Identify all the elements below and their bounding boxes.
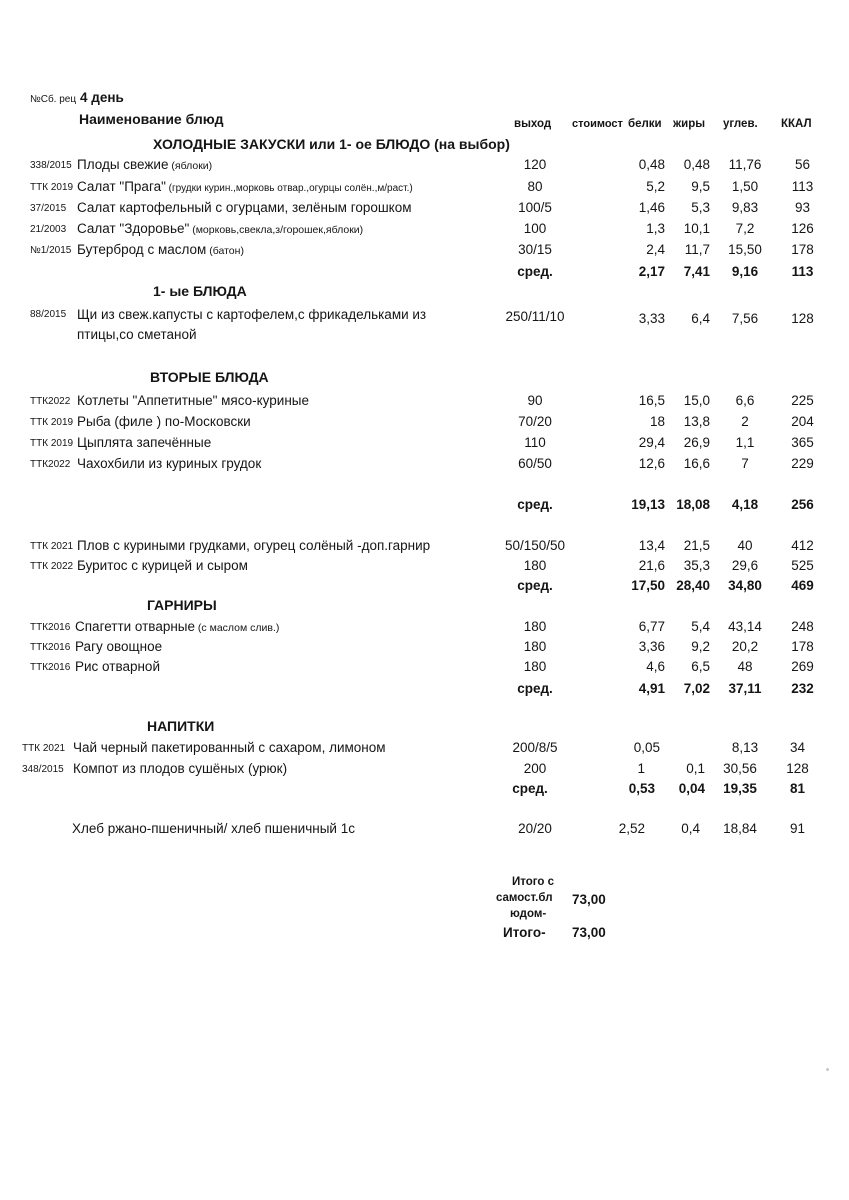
cell-out: 100: [523, 221, 547, 236]
recipe-code: ТТК 2021: [22, 743, 66, 754]
name-column-header: Наименование блюд: [79, 111, 224, 127]
cell-carb: 30,56: [723, 761, 757, 776]
cell-out: 50/150/50: [504, 538, 566, 553]
dish-note: (яблоки): [168, 160, 213, 172]
cell-protein: 13,4: [638, 538, 665, 553]
avg-carb: 9,16: [731, 264, 759, 279]
recipe-code: 21/2003: [30, 224, 67, 235]
section-title-first: 1- ые БЛЮДА: [153, 283, 247, 299]
cell-protein: 6,77: [638, 619, 665, 634]
total-label-line1: Итого с: [512, 876, 555, 888]
recipe-code: №1/2015: [30, 245, 72, 256]
cell-kcal: 178: [791, 639, 814, 654]
cell-fat: 9,5: [691, 179, 710, 194]
cell-protein: 1,46: [638, 200, 665, 215]
table-row: [0, 201, 849, 221]
avg-fat: 7,41: [683, 264, 710, 279]
cell-kcal: 34: [789, 740, 806, 755]
avg-kcal: 81: [789, 781, 806, 796]
dish-name: Рагу овощное: [75, 639, 163, 654]
cell-protein: 1,3: [646, 221, 665, 236]
table-row: [0, 620, 849, 640]
col-header-carb: углев.: [723, 118, 758, 130]
average-row: [0, 579, 849, 599]
grand-total-label: Итого-: [503, 925, 546, 940]
cell-carb: 1,50: [731, 179, 759, 194]
recipe-code: 37/2015: [30, 203, 67, 214]
cell-protein: 2,4: [646, 242, 665, 257]
recipe-code: ТТК2022: [30, 396, 71, 407]
dish-note: (с маслом слив.): [195, 622, 280, 634]
average-label: сред.: [517, 578, 553, 593]
table-row: [0, 762, 849, 782]
cell-carb: 9,83: [731, 200, 759, 215]
average-row: [0, 265, 849, 285]
avg-kcal: 469: [791, 578, 814, 593]
cell-kcal: 178: [791, 242, 814, 257]
cell-out: 30/15: [518, 242, 552, 257]
scan-speck: [826, 1068, 829, 1071]
section-title-second: ВТОРЫЕ БЛЮДА: [150, 369, 269, 385]
dish-name: Хлеб ржано-пшеничный/ хлеб пшеничный 1с: [72, 821, 355, 836]
cell-out: 80: [527, 179, 543, 194]
cell-out: 100/5: [518, 200, 552, 215]
cell-carb: 7,2: [735, 221, 755, 236]
cell-out: 180: [523, 639, 547, 654]
dish-note: (грудки курин.,морковь отвар.,огурцы солён.,м/раст.): [165, 183, 413, 194]
grand-total-value: 73,00: [572, 925, 606, 940]
cell-carb: 20,2: [731, 639, 759, 654]
cell-out: 20/20: [518, 821, 552, 836]
table-row: [0, 457, 849, 477]
cell-protein: 18: [649, 414, 665, 429]
cell-kcal: 248: [791, 619, 814, 634]
recipe-code: 88/2015: [30, 309, 67, 320]
cell-out: 180: [523, 659, 547, 674]
cell-fat: 11,7: [684, 242, 710, 257]
cell-carb: 2: [741, 414, 749, 429]
table-row: [0, 415, 849, 435]
cell-fat: 5,3: [691, 200, 710, 215]
cell-fat: 0,48: [683, 157, 710, 172]
total-value: 73,00: [572, 892, 606, 907]
recipe-code: ТТК 2022: [30, 561, 74, 572]
cell-carb: 18,84: [723, 821, 757, 836]
cell-protein: 4,6: [646, 659, 665, 674]
table-row: [0, 741, 849, 761]
col-header-cost: стоимост: [572, 118, 623, 130]
cell-protein: 3,36: [638, 639, 665, 654]
cell-carb: 8,13: [731, 740, 759, 755]
avg-protein: 2,17: [638, 264, 665, 279]
col-header-out: выход: [514, 118, 552, 130]
cell-kcal: 204: [791, 414, 814, 429]
cell-out: 120: [523, 157, 547, 172]
day-label: 4 день: [80, 90, 124, 105]
cell-protein: 0,48: [638, 157, 665, 172]
cell-out: 200/8/5: [512, 740, 558, 755]
avg-fat: 28,40: [676, 578, 710, 593]
cell-protein: 2,52: [618, 821, 645, 836]
section-title-drinks: НАПИТКИ: [147, 718, 215, 734]
cell-kcal: 128: [791, 311, 814, 326]
avg-kcal: 256: [791, 497, 814, 512]
cell-out: 110: [524, 435, 546, 450]
cell-carb: 43,14: [728, 619, 762, 634]
section-title-cold: ХОЛОДНЫЕ ЗАКУСКИ или 1- ое БЛЮДО (на выбор): [153, 136, 510, 152]
table-row: [0, 222, 849, 242]
table-row: [0, 158, 849, 178]
cell-fat: 10,1: [683, 221, 710, 236]
col-header-kcal: ККАЛ: [781, 118, 812, 130]
avg-kcal: 232: [791, 681, 814, 696]
cell-protein: 16,5: [638, 393, 665, 408]
cell-fat: 16,6: [683, 456, 710, 471]
cell-fat: 0,4: [681, 821, 700, 836]
cell-fat: 35,3: [683, 558, 710, 573]
cell-kcal: 126: [791, 221, 814, 236]
table-row: [0, 243, 849, 263]
average-row: [0, 682, 849, 702]
table-row: [0, 640, 849, 660]
table-row: [0, 559, 849, 579]
recipe-code: ТТК2016: [30, 662, 71, 673]
cell-carb: 6,6: [735, 393, 755, 408]
cell-out: 200: [523, 761, 547, 776]
avg-protein: 4,91: [638, 681, 665, 696]
dish-name: Рыба (филе ) по-Московски: [77, 414, 251, 429]
cell-protein: 29,4: [638, 435, 665, 450]
cell-carb: 7,56: [731, 311, 759, 326]
cell-fat: 21,5: [683, 538, 710, 553]
dish-name: Бутерброд с маслом (батон): [77, 242, 244, 257]
cell-out: 250/11/10: [505, 309, 565, 324]
cell-protein: 21,6: [638, 558, 665, 573]
avg-kcal: 113: [791, 264, 814, 279]
average-label: сред.: [517, 497, 553, 512]
cell-kcal: 269: [791, 659, 814, 674]
cell-protein: 5,2: [646, 179, 665, 194]
table-row: [0, 180, 849, 200]
cell-kcal: 93: [794, 200, 811, 215]
table-row: [0, 436, 849, 456]
table-row: [0, 308, 849, 348]
dish-name: Плов с куриными грудками, огурец солёный -доп.гарнир: [77, 538, 431, 553]
recipe-code: ТТК 2021: [30, 541, 74, 552]
cell-kcal: 128: [786, 761, 809, 776]
cell-out: 70/20: [518, 414, 552, 429]
average-row: [0, 782, 849, 802]
recipe-code: ТТК 2019: [30, 417, 74, 428]
cell-kcal: 113: [791, 179, 814, 194]
dish-name: Салат картофельный с огурцами, зелёным горошком: [77, 200, 412, 215]
cell-out: 180: [523, 558, 547, 573]
cell-fat: 9,2: [691, 639, 710, 654]
dish-name: Буритос с курицей и сыром: [77, 558, 248, 573]
cell-fat: 26,9: [683, 435, 710, 450]
recipe-code: 338/2015: [30, 160, 72, 171]
cell-kcal: 225: [791, 393, 814, 408]
avg-fat: 0,04: [678, 781, 705, 796]
cell-kcal: 91: [789, 821, 806, 836]
dish-name: Салат "Прага" (грудки курин.,морковь отвар.,огурцы солён.,м/раст.): [77, 179, 413, 194]
cell-fat: 5,4: [691, 619, 710, 634]
dish-name-line1: Щи из свеж.капусты с картофелем,с фрикадельками из: [77, 307, 427, 322]
cell-carb: 1,1: [735, 435, 755, 450]
cell-protein: 12,6: [638, 456, 665, 471]
cell-carb: 29,6: [731, 558, 759, 573]
average-label: сред.: [517, 681, 553, 696]
average-label: сред.: [512, 781, 548, 796]
avg-protein: 0,53: [628, 781, 655, 796]
table-row: [0, 660, 849, 680]
table-row: [0, 394, 849, 414]
cell-out: 180: [523, 619, 547, 634]
cell-kcal: 365: [791, 435, 814, 450]
dish-name: Компот из плодов сушёных (урюк): [73, 761, 288, 776]
dish-note: (морковь,свекла,з/горошек,яблоки): [189, 224, 364, 236]
cell-carb: 7: [741, 456, 749, 471]
avg-carb: 4,18: [731, 497, 759, 512]
cell-fat: 0,1: [686, 761, 705, 776]
recipe-code: ТТК2016: [30, 642, 71, 653]
dish-name: Плоды свежие (яблоки): [77, 157, 213, 172]
cell-kcal: 525: [791, 558, 814, 573]
cell-protein: 3,33: [638, 311, 665, 326]
cell-kcal: 412: [791, 538, 814, 553]
avg-carb: 37,11: [728, 681, 762, 696]
dish-name: Чахохбили из куриных грудок: [77, 456, 262, 471]
cell-carb: 11,76: [728, 157, 762, 172]
recipe-code: ТТК2016: [30, 622, 71, 633]
recipe-code: 348/2015: [22, 764, 64, 775]
avg-fat: 7,02: [683, 681, 710, 696]
dish-name: Котлеты "Аппетитные" мясо-куриные: [77, 393, 309, 408]
cell-protein: 0,05: [633, 740, 660, 755]
dish-name: Рис отварной: [75, 659, 160, 674]
average-label: сред.: [517, 264, 553, 279]
recipe-code: ТТК 2019: [30, 438, 74, 449]
avg-protein: 19,13: [631, 497, 665, 512]
dish-name: Чай черный пакетированный с сахаром, лимоном: [73, 740, 386, 755]
avg-fat: 18,08: [676, 497, 710, 512]
total-label-line2: самост.бл: [496, 892, 553, 904]
section-title-garnish: ГАРНИРЫ: [147, 597, 217, 613]
dish-name: Спагетти отварные (с маслом слив.): [75, 619, 280, 634]
average-row: [0, 498, 849, 518]
cell-carb: 15,50: [728, 242, 762, 257]
cell-out: 60/50: [518, 456, 552, 471]
avg-protein: 17,50: [631, 578, 665, 593]
avg-carb: 34,80: [728, 578, 762, 593]
dish-name: Салат "Здоровье" (морковь,свекла,з/горошек,яблоки): [77, 221, 364, 236]
dish-name-line2: птицы,со сметаной: [77, 327, 197, 342]
table-row: [0, 539, 849, 559]
cell-out: 90: [527, 393, 543, 408]
avg-carb: 19,35: [723, 781, 757, 796]
cell-carb: 40: [737, 538, 753, 553]
cell-fat: 15,0: [683, 393, 710, 408]
dish-note: (батон): [206, 245, 244, 257]
cell-fat: 6,4: [691, 311, 710, 326]
total-label-line3: юдом-: [510, 908, 547, 920]
col-header-fat: жиры: [673, 118, 706, 130]
recipe-code: ТТК 2019: [30, 182, 74, 193]
cell-fat: 6,5: [691, 659, 710, 674]
cell-fat: 13,8: [683, 414, 710, 429]
col-header-protein: белки: [628, 118, 662, 130]
dish-name: Цыплята запечённые: [77, 435, 212, 450]
cell-kcal: 56: [794, 157, 811, 172]
recipe-code: ТТК2022: [30, 459, 71, 470]
cell-carb: 48: [737, 659, 753, 674]
table-row: [0, 822, 849, 842]
recipe-ref-prefix: №Сб. рец: [30, 94, 77, 105]
cell-kcal: 229: [791, 456, 814, 471]
cell-protein: 1: [637, 761, 645, 776]
